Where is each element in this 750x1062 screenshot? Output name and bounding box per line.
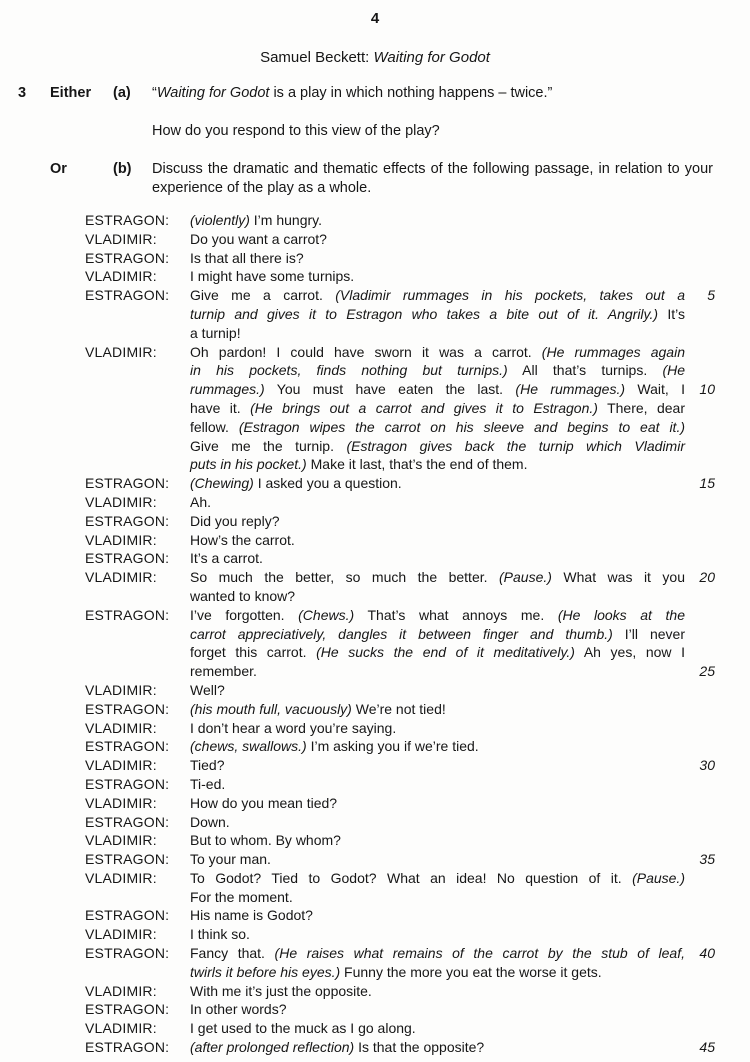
dialogue-line: [85, 587, 715, 606]
page-title: [0, 49, 750, 66]
speaker-label: VLADIMIR:: [85, 719, 157, 736]
dialogue-text: (after prolonged reflection) Is that the opposite?: [190, 1039, 485, 1056]
dialogue-line: [85, 831, 715, 850]
title-author: Samuel Beckett:: [260, 49, 374, 66]
dialogue-line: [85, 700, 715, 719]
dialogue-line: [85, 324, 715, 343]
option-b-label: (b): [113, 161, 132, 177]
dialogue-text: Down.: [190, 813, 230, 830]
dialogue-line: [85, 944, 715, 963]
dialogue-text: Tied?: [190, 757, 225, 774]
dialogue-line: [85, 643, 715, 662]
dialogue-line: [85, 380, 715, 399]
dialogue-line: [85, 474, 715, 493]
speaker-label: VLADIMIR:: [85, 681, 157, 698]
speaker-label: ESTRAGON:: [85, 550, 170, 567]
line-number: 5: [707, 287, 715, 304]
dialogue-line: [85, 230, 715, 249]
speaker-label: ESTRAGON:: [85, 249, 170, 266]
dialogue-text: Did you reply?: [190, 512, 280, 529]
dialogue-text: So much the better, so much the better. (Pause.) What was it you: [190, 569, 685, 586]
speaker-label: ESTRAGON:: [85, 475, 170, 492]
dialogue-text: I don’t hear a word you’re saying.: [190, 719, 397, 736]
dialogue-line: [85, 531, 715, 550]
speaker-label: ESTRAGON:: [85, 287, 170, 304]
dialogue-text: puts in his pocket.) Make it last, that’s the end of them.: [190, 456, 528, 473]
line-number: 45: [699, 1039, 715, 1056]
dialogue-text: carrot appreciatively, dangles it between finger and thumb.) I’ll never: [190, 625, 685, 642]
speaker-label: VLADIMIR:: [85, 268, 157, 285]
dialogue-line: [85, 437, 715, 456]
speaker-label: ESTRAGON:: [85, 851, 170, 868]
dialogue-text: Oh pardon! I could have sworn it was a carrot. (He rummages again: [190, 343, 685, 360]
dialogue-text: Is that all there is?: [190, 249, 304, 266]
dialogue-line: [85, 549, 715, 568]
dialogue-line: [85, 737, 715, 756]
line-number: 10: [699, 381, 715, 398]
title-work: Waiting for Godot: [373, 49, 490, 66]
line-number: 15: [699, 475, 715, 492]
line-number: 35: [699, 851, 715, 868]
dialogue-text: Do you want a carrot?: [190, 230, 327, 247]
question-row-b: [0, 160, 750, 198]
dialogue-text: I get used to the muck as I go along.: [190, 1020, 416, 1037]
dialogue-text: rummages.) You must have eaten the last. (He rummages.) Wait, I: [190, 381, 686, 398]
dialogue-text: I think so.: [190, 926, 250, 943]
dialogue-text: (his mouth full, vacuously) We’re not tied!: [190, 700, 446, 717]
speaker-label: VLADIMIR:: [85, 982, 157, 999]
speaker-label: ESTRAGON:: [85, 907, 170, 924]
speaker-label: VLADIMIR:: [85, 869, 157, 886]
dialogue-line: [85, 267, 715, 286]
either-label: Either: [50, 85, 92, 101]
speaker-label: ESTRAGON:: [85, 512, 170, 529]
dialogue-text: in his pockets, finds nothing but turnips.) All that’s turnips. (He: [190, 362, 685, 379]
dialogue-text: remember.: [190, 663, 257, 680]
dialogue-line: [85, 343, 715, 362]
line-number: 20: [699, 569, 715, 586]
line-number: 40: [699, 945, 715, 962]
dialogue-text: To your man.: [190, 851, 271, 868]
dialogue-line: [85, 1038, 715, 1057]
question-number: 3: [18, 85, 27, 101]
speaker-label: VLADIMIR:: [85, 794, 157, 811]
dialogue-line: [85, 888, 715, 907]
speaker-label: VLADIMIR:: [85, 926, 157, 943]
dialogue-line: [85, 1019, 715, 1038]
option-a-label: (a): [113, 85, 131, 101]
question-row-a: [0, 84, 750, 103]
dialogue-text: (violently) I’m hungry.: [190, 212, 323, 228]
dialogue-text: (Chewing) I asked you a question.: [190, 475, 402, 492]
line-number: 25: [699, 663, 715, 680]
dialogue-text: To Godot? Tied to Godot? What an idea! No question of it. (Pause.): [190, 869, 685, 886]
quote-work-title: Waiting for Godot: [156, 85, 270, 101]
dialogue-text: wanted to know?: [190, 587, 296, 604]
dialogue-line: [85, 512, 715, 531]
dialogue-line: [85, 756, 715, 775]
speaker-label: VLADIMIR:: [85, 757, 157, 774]
passage: [85, 211, 715, 1057]
dialogue-line: [85, 775, 715, 794]
dialogue-line: [85, 1000, 715, 1019]
dialogue-text: But to whom. By whom?: [190, 832, 341, 849]
speaker-label: ESTRAGON:: [85, 1001, 170, 1018]
speaker-label: ESTRAGON:: [85, 945, 170, 962]
dialogue-text: Ah.: [190, 493, 212, 510]
speaker-label: VLADIMIR:: [85, 531, 157, 548]
dialogue-text: How’s the carrot.: [190, 531, 295, 548]
dialogue-text: twirls it before his eyes.) Funny the more you eat the worse it gets.: [190, 963, 602, 980]
dialogue-line: [85, 249, 715, 268]
speaker-label: VLADIMIR:: [85, 569, 157, 586]
dialogue-line: [85, 399, 715, 418]
speaker-label: VLADIMIR:: [85, 493, 157, 510]
speaker-label: ESTRAGON:: [85, 212, 170, 228]
dialogue-text: a turnip!: [190, 324, 241, 341]
dialogue-line: [85, 963, 715, 982]
dialogue-text: have it. (He brings out a carrot and gives it to Estragon.) There, dear: [190, 399, 685, 416]
speaker-label: ESTRAGON:: [85, 738, 170, 755]
speaker-label: ESTRAGON:: [85, 813, 170, 830]
question-row-a-followup: [0, 122, 750, 141]
speaker-label: VLADIMIR:: [85, 343, 157, 360]
dialogue-line: [85, 455, 715, 474]
speaker-label: VLADIMIR:: [85, 1020, 157, 1037]
dialogue-line: [85, 211, 715, 230]
page-number: 4: [370, 10, 380, 27]
dialogue-line: [85, 850, 715, 869]
dialogue-text: For the moment.: [190, 888, 293, 905]
dialogue-text: With me it’s just the opposite.: [190, 982, 372, 999]
dialogue-text: Fancy that. (He raises what remains of the carrot by the stub of leaf,: [190, 945, 686, 962]
dialogue-text: forget this carrot. (He sucks the end of it meditatively.) Ah yes, now I: [190, 644, 685, 661]
dialogue-text: (chews, swallows.) I’m asking you if we’re tied.: [190, 738, 479, 755]
dialogue-text: turnip and gives it to Estragon who takes a bite out of it. Angrily.) It’s: [190, 305, 686, 322]
dialogue-text: How do you mean tied?: [190, 794, 338, 811]
option-a-followup: How do you respond to this view of the play?: [152, 123, 440, 139]
dialogue-line: [85, 286, 715, 305]
dialogue-text: I’ve forgotten. (Chews.) That’s what annoys me. (He looks at the: [190, 606, 685, 623]
option-b-text: Discuss the dramatic and thematic effects of the following passage, in relation to your experience of the play as a whole.: [152, 161, 713, 196]
dialogue-text: I might have some turnips.: [190, 268, 355, 285]
dialogue-line: [85, 813, 715, 832]
speaker-label: ESTRAGON:: [85, 606, 170, 623]
dialogue-line: [85, 925, 715, 944]
dialogue-text: fellow. (Estragon wipes the carrot on his sleeve and begins to eat it.): [190, 418, 685, 435]
dialogue-line: [85, 568, 715, 587]
dialogue-line: [85, 361, 715, 380]
dialogue-text: In other words?: [190, 1001, 287, 1018]
speaker-label: ESTRAGON:: [85, 775, 170, 792]
dialogue-line: [85, 625, 715, 644]
dialogue-text: Well?: [190, 681, 225, 698]
dialogue-text: His name is Godot?: [190, 907, 313, 924]
dialogue-line: [85, 906, 715, 925]
dialogue-text: It’s a carrot.: [190, 550, 263, 567]
dialogue-line: [85, 493, 715, 512]
speaker-label: ESTRAGON:: [85, 700, 170, 717]
dialogue-line: [85, 794, 715, 813]
dialogue-line: [85, 305, 715, 324]
speaker-label: ESTRAGON:: [85, 1039, 170, 1056]
or-label: Or: [50, 161, 67, 177]
dialogue-line: [85, 869, 715, 888]
dialogue-line: [85, 606, 715, 625]
line-number: 30: [699, 757, 715, 774]
dialogue-line: [85, 982, 715, 1001]
speaker-label: VLADIMIR:: [85, 230, 157, 247]
speaker-label: VLADIMIR:: [85, 832, 157, 849]
dialogue-text: Give me a carrot. (Vladimir rummages in his pockets, takes out a: [190, 287, 685, 304]
dialogue-line: [85, 418, 715, 437]
dialogue-line: [85, 662, 715, 681]
option-a-quote: “Waiting for Godot is a play in which nothing happens – twice.”: [152, 85, 553, 101]
dialogue-line: [85, 681, 715, 700]
dialogue-line: [85, 719, 715, 738]
dialogue-text: Ti-ed.: [190, 775, 226, 792]
dialogue-text: Give me the turnip. (Estragon gives back the turnip which Vladimir: [190, 437, 685, 454]
